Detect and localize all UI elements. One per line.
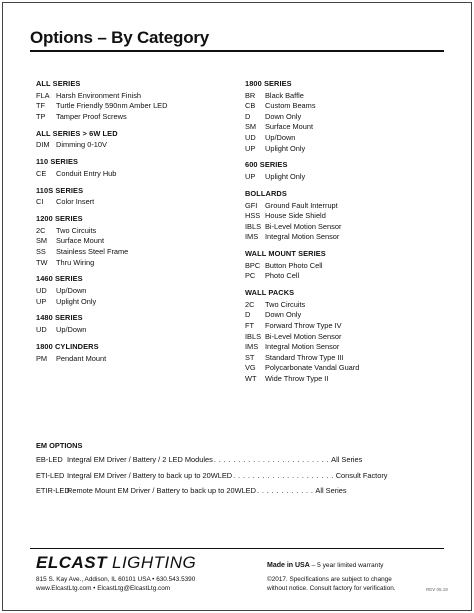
em-options-title: EM OPTIONS [36, 441, 83, 450]
option-description: Up/Down [56, 285, 87, 295]
em-option-availability: All Series [315, 486, 347, 496]
option-code: D [245, 310, 251, 320]
section-title: WALL MOUNT SERIES [245, 249, 326, 259]
option-description: Standard Throw Type III [265, 352, 344, 362]
option-description: Uplight Only [265, 143, 306, 153]
option-description: House Side Shield [265, 211, 326, 221]
option-code: ST [245, 352, 255, 362]
option-row [245, 201, 445, 212]
option-code: UP [245, 143, 256, 153]
option-code: CE [36, 168, 47, 178]
option-description: Up/Down [265, 132, 296, 142]
option-row [245, 300, 445, 311]
option-row [36, 236, 226, 247]
option-row [36, 169, 226, 180]
option-code: SS [36, 246, 46, 256]
option-row [36, 247, 226, 258]
em-option-availability: All Series [331, 455, 363, 465]
option-row [245, 374, 445, 385]
option-code: 2C [245, 299, 255, 309]
em-option-description: Remote Mount EM Driver / Battery to back up to 20WLED [67, 486, 256, 496]
option-description: Stainless Steel Frame [56, 246, 129, 256]
option-description: Dimming 0-10V [56, 140, 107, 150]
section-title: 1800 CYLINDERS [36, 341, 99, 351]
option-description: Integral Motion Sensor [265, 342, 340, 352]
options-section [245, 79, 445, 154]
option-description: Two Circuits [265, 299, 306, 309]
section-title: 110S SERIES [36, 185, 84, 195]
option-row [245, 232, 445, 243]
option-description: Pendant Mount [56, 353, 107, 363]
option-description: Surface Mount [56, 236, 105, 246]
notice-text: without notice. Consult factory for verification. [267, 585, 396, 592]
warranty-text: – 5 year limited warranty [309, 562, 384, 569]
option-row [36, 226, 226, 237]
section-title: WALL PACKS [245, 288, 295, 298]
option-code: HSS [245, 211, 261, 221]
option-description: Tamper Proof Screws [56, 111, 127, 121]
option-description: Turtle Friendly 590nm Amber LED [56, 101, 168, 111]
options-section [245, 249, 445, 282]
option-row [245, 91, 445, 102]
option-description: Down Only [265, 310, 302, 320]
option-row [36, 354, 226, 365]
option-row [36, 101, 226, 112]
option-row [245, 122, 445, 133]
option-code: UD [36, 285, 47, 295]
option-code: SM [36, 236, 48, 246]
option-code: FT [245, 321, 255, 331]
option-code: UP [36, 296, 47, 306]
option-code: IBLS [245, 221, 262, 231]
footer-divider [30, 548, 444, 549]
revision-label: REV 05.19 [426, 587, 448, 592]
options-section [245, 288, 445, 384]
option-description: Down Only [265, 111, 302, 121]
section-title: ALL SERIES > 6W LED [36, 128, 118, 138]
option-code: PM [36, 353, 48, 363]
option-description: Uplight Only [265, 172, 306, 182]
option-row [245, 172, 445, 183]
options-section [36, 313, 226, 335]
option-code: BR [245, 90, 256, 100]
option-row [245, 342, 445, 353]
option-description: Photo Cell [265, 271, 300, 281]
section-title: 1460 SERIES [36, 274, 83, 284]
option-code: TW [36, 257, 48, 267]
left-options-column [36, 79, 226, 370]
options-section [36, 214, 226, 268]
option-code: FLA [36, 90, 50, 100]
options-section [36, 274, 226, 307]
option-code: GFI [245, 200, 258, 210]
option-description: Harsh Environment Finish [56, 90, 142, 100]
option-row [36, 325, 226, 336]
option-row [245, 133, 445, 144]
options-section [36, 129, 226, 151]
dot-leader: . . . . . . . . . . . . [256, 486, 314, 496]
brand-logo [36, 553, 196, 573]
options-section [245, 189, 445, 243]
option-code: IMS [245, 342, 259, 352]
company-web: www.ElcastLtg.com • ElcastLtg@ElcastLtg.com [36, 585, 171, 592]
option-row [36, 286, 226, 297]
option-code: TF [36, 101, 46, 111]
section-title: 1480 SERIES [36, 313, 83, 323]
option-code: CI [36, 197, 44, 207]
options-section [36, 342, 226, 364]
em-option-description: Integral EM Driver / Battery / 2 LED Modules [67, 455, 213, 465]
option-row [245, 261, 445, 272]
em-option-row [36, 486, 446, 497]
made-in-usa [267, 562, 383, 569]
option-code: BPC [245, 260, 261, 270]
brand-name: ELCAST [36, 553, 107, 572]
option-code: DIM [36, 140, 50, 150]
option-row [245, 321, 445, 332]
section-title: BOLLARDS [245, 188, 287, 198]
option-code: UD [245, 132, 256, 142]
options-section [36, 79, 226, 122]
option-description: Up/Down [56, 325, 87, 335]
option-row [245, 222, 445, 233]
option-code: WT [245, 374, 257, 384]
em-option-description: Integral EM Driver / Battery to back up to 20WLED [67, 470, 233, 480]
page-title: Options – By Category [30, 28, 210, 47]
option-description: Conduit Entry Hub [56, 168, 117, 178]
option-code: 2C [36, 225, 46, 235]
option-row [245, 112, 445, 123]
option-row [36, 140, 226, 151]
option-description: Ground Fault Interrupt [265, 200, 338, 210]
em-options-section [36, 441, 446, 502]
em-option-availability: Consult Factory [335, 470, 388, 480]
em-option-code: EB-LED [36, 455, 63, 465]
section-title: 1800 SERIES [245, 79, 292, 88]
option-description: Forward Throw Type IV [265, 321, 342, 331]
option-row [36, 91, 226, 102]
em-options-list [36, 455, 446, 497]
option-description: Button Photo Cell [265, 260, 323, 270]
option-row [245, 271, 445, 282]
em-option-code: ETIR-LED [36, 486, 70, 496]
option-description: Bi-Level Motion Sensor [265, 221, 342, 231]
section-title: 110 SERIES [36, 157, 79, 167]
option-code: UD [36, 325, 47, 335]
title-divider [30, 50, 444, 52]
option-description: Custom Beams [265, 101, 316, 111]
option-description: Polycarbonate Vandal Guard [265, 363, 360, 373]
options-section [36, 157, 226, 179]
option-code: CB [245, 101, 256, 111]
option-code: IBLS [245, 331, 262, 341]
option-row [245, 144, 445, 155]
option-description: Wide Throw Type II [265, 374, 329, 384]
section-title: 600 SERIES [245, 160, 288, 170]
option-description: Color Insert [56, 197, 95, 207]
option-row [245, 211, 445, 222]
option-code: IMS [245, 232, 259, 242]
option-description: Thru Wiring [56, 257, 95, 267]
option-description: Bi-Level Motion Sensor [265, 331, 342, 341]
option-row [36, 112, 226, 123]
brand-suffix: LIGHTING [112, 553, 197, 572]
option-description: Two Circuits [56, 225, 97, 235]
company-address: 815 S. Kay Ave., Addison, IL 60101 USA • 630.543.5390 [36, 576, 196, 583]
option-code: UP [245, 172, 256, 182]
option-code: TP [36, 111, 46, 121]
option-row [245, 310, 445, 321]
section-title: 1200 SERIES [36, 214, 83, 224]
option-row [36, 297, 226, 308]
option-row [245, 363, 445, 374]
dot-leader: . . . . . . . . . . . . . . . . . . . . . [233, 470, 334, 480]
right-options-column [245, 79, 445, 391]
section-title: ALL SERIES [36, 79, 81, 88]
dot-leader: . . . . . . . . . . . . . . . . . . . . . . . . [213, 455, 330, 465]
copyright-text: ©2017. Specifications are subject to change [267, 576, 392, 583]
option-row [36, 258, 226, 269]
option-row [245, 332, 445, 343]
em-option-row [36, 471, 446, 482]
option-description: Surface Mount [265, 122, 314, 132]
option-description: Uplight Only [56, 296, 97, 306]
document-page [2, 2, 472, 611]
em-option-row [36, 455, 446, 466]
option-row [245, 101, 445, 112]
options-section [36, 186, 226, 208]
em-option-code: ETI-LED [36, 470, 65, 480]
option-code: PC [245, 271, 256, 281]
made-in-label: Made in USA [267, 562, 310, 569]
options-section [245, 160, 445, 182]
option-row [245, 353, 445, 364]
option-description: Integral Motion Sensor [265, 232, 340, 242]
option-description: Black Baffle [265, 90, 304, 100]
option-code: SM [245, 122, 257, 132]
option-row [36, 197, 226, 208]
option-code: VG [245, 363, 256, 373]
option-code: D [245, 111, 251, 121]
